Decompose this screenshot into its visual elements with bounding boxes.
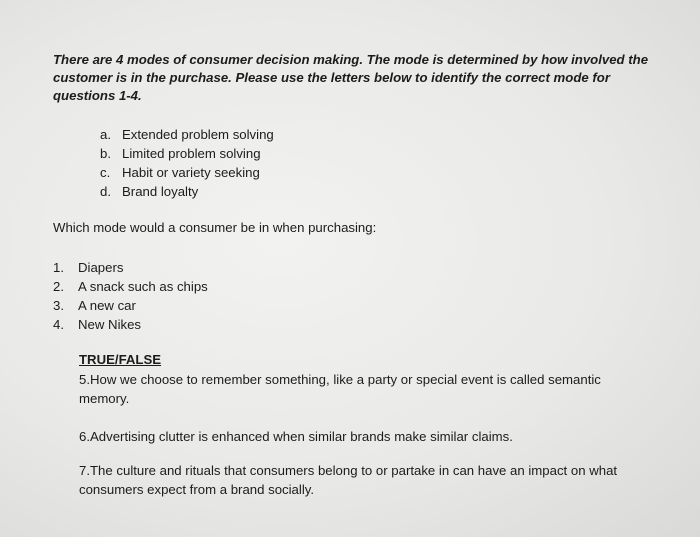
list-item: [53, 296, 208, 315]
mode-letter: c.: [100, 165, 111, 180]
item-text: New Nikes: [78, 317, 142, 332]
mode-letter: b.: [100, 146, 111, 161]
mode-text: Extended problem solving: [122, 127, 274, 142]
list-item: [53, 277, 208, 296]
list-item: [53, 315, 208, 334]
statement-5: 5.How we choose to remember something, like a party or special event is called semantic memory.: [79, 372, 601, 406]
intro-paragraph: There are 4 modes of consumer decision making. The mode is determined by how involved the customer is in the purchase. Please use the letters below to identify the correct mode for questions 1-4.: [53, 52, 649, 103]
item-text: A snack such as chips: [78, 279, 208, 294]
item-number: 1.: [53, 260, 64, 275]
mode-letter: a.: [100, 127, 111, 142]
purchase-list: [53, 258, 208, 334]
item-number: 4.: [53, 317, 64, 332]
mode-list: [100, 125, 274, 201]
mode-text: Limited problem solving: [122, 146, 261, 161]
item-number: 3.: [53, 298, 64, 313]
mode-text: Habit or variety seeking: [122, 165, 260, 180]
statement-6: 6.Advertising clutter is enhanced when similar brands make similar claims.: [79, 429, 513, 444]
list-item: [100, 144, 274, 163]
true-false-heading: TRUE/FALSE: [79, 352, 162, 367]
list-item: [100, 125, 274, 144]
statement-7: 7.The culture and rituals that consumers belong to or partake in can have an impact on what consumers expect from a brand socially.: [79, 463, 618, 497]
list-item: [53, 258, 208, 277]
question-prompt: Which mode would a consumer be in when purchasing:: [53, 220, 377, 235]
list-item: [100, 163, 274, 182]
list-item: [100, 182, 274, 201]
item-number: 2.: [53, 279, 64, 294]
item-text: Diapers: [78, 260, 124, 275]
item-text: A new car: [78, 298, 136, 313]
mode-letter: d.: [100, 184, 111, 199]
mode-text: Brand loyalty: [122, 184, 199, 199]
